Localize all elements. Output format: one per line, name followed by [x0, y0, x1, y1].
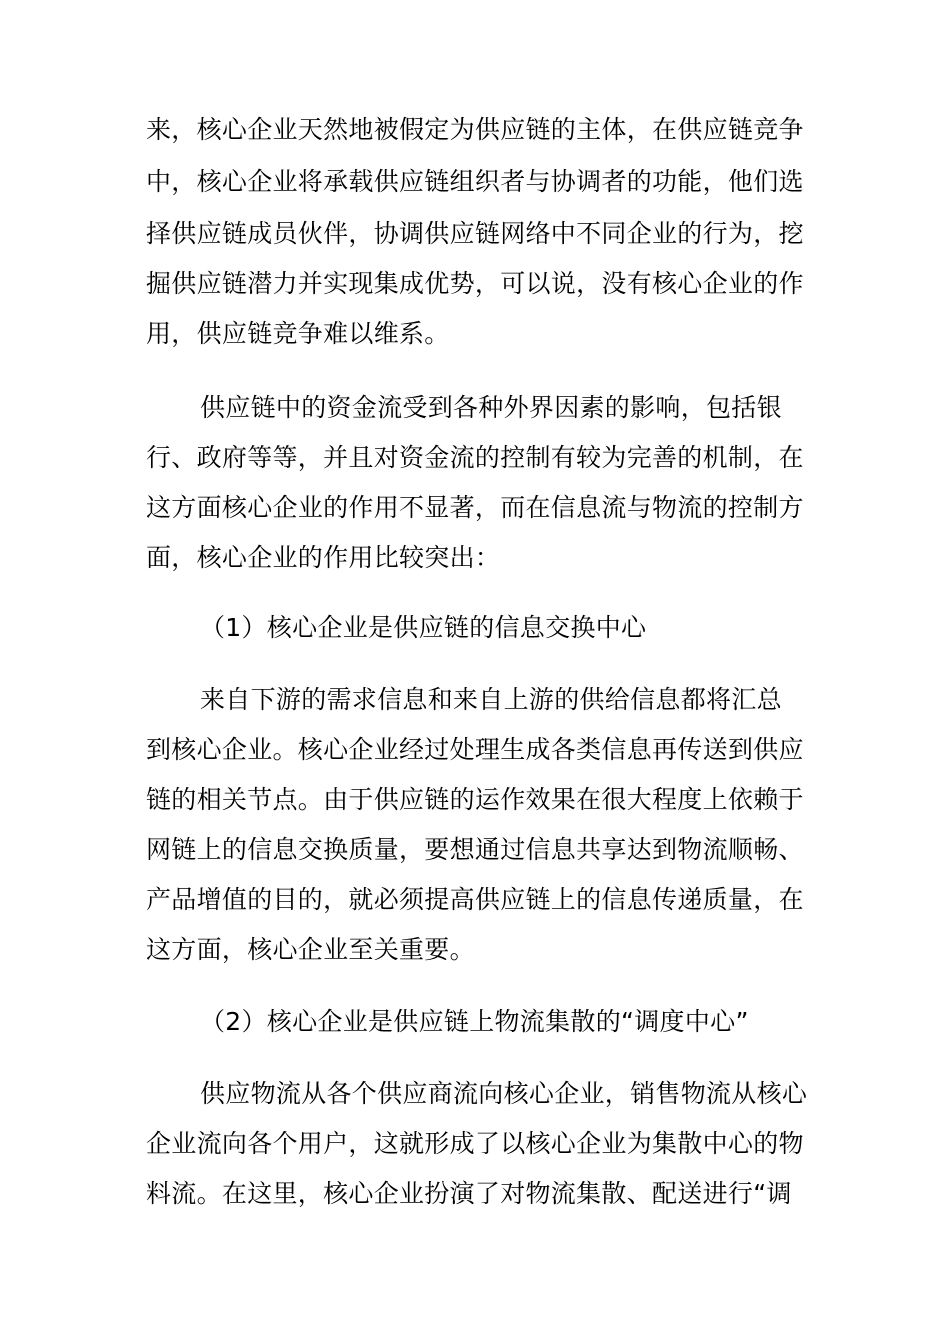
section-heading-2: （2）核心企业是供应链上物流集散的“调度中心” — [200, 1007, 749, 1036]
paragraph-2-line-2: 行、政府等等，并且对资金流的控制有较为完善的机制，在 — [146, 443, 804, 472]
paragraph-1-line-1: 来，核心企业天然地被假定为供应链的主体，在供应链竞争 — [146, 115, 804, 144]
paragraph-1-line-3: 择供应链成员伙伴，协调供应链网络中不同企业的行为，挖 — [146, 219, 804, 248]
paragraph-1-line-5: 用，供应链竞争难以维系。 — [146, 319, 450, 348]
paragraph-3-line-1: 来自下游的需求信息和来自上游的供给信息都将汇总 — [200, 685, 782, 714]
paragraph-4-line-2: 企业流向各个用户，这就形成了以核心企业为集散中心的物 — [146, 1129, 804, 1158]
paragraph-1-line-2: 中，核心企业将承载供应链组织者与协调者的功能，他们选 — [146, 167, 804, 196]
paragraph-1-line-4: 掘供应链潜力并实现集成优势，可以说，没有核心企业的作 — [146, 269, 804, 298]
paragraph-2-line-4: 面，核心企业的作用比较突出： — [146, 543, 501, 572]
paragraph-3-line-6: 这方面，核心企业至关重要。 — [146, 935, 475, 964]
paragraph-3-line-4: 网链上的信息交换质量，要想通过信息共享达到物流顺畅、 — [146, 835, 804, 864]
paragraph-2-line-1: 供应链中的资金流受到各种外界因素的影响，包括银 — [200, 393, 782, 422]
paragraph-4-line-3: 料流。在这里，核心企业扮演了对物流集散、配送进行“调 — [146, 1179, 792, 1208]
section-heading-1: （1）核心企业是供应链的信息交换中心 — [200, 613, 647, 642]
paragraph-2-line-3: 这方面核心企业的作用不显著，而在信息流与物流的控制方 — [146, 493, 804, 522]
paragraph-4-line-1: 供应物流从各个供应商流向核心企业，销售物流从核心 — [200, 1079, 808, 1108]
paragraph-3-line-5: 产品增值的目的，就必须提高供应链上的信息传递质量，在 — [146, 885, 804, 914]
paragraph-3-line-3: 链的相关节点。由于供应链的运作效果在很大程度上依赖于 — [146, 785, 804, 814]
paragraph-3-line-2: 到核心企业。核心企业经过处理生成各类信息再传送到供应 — [146, 735, 804, 764]
